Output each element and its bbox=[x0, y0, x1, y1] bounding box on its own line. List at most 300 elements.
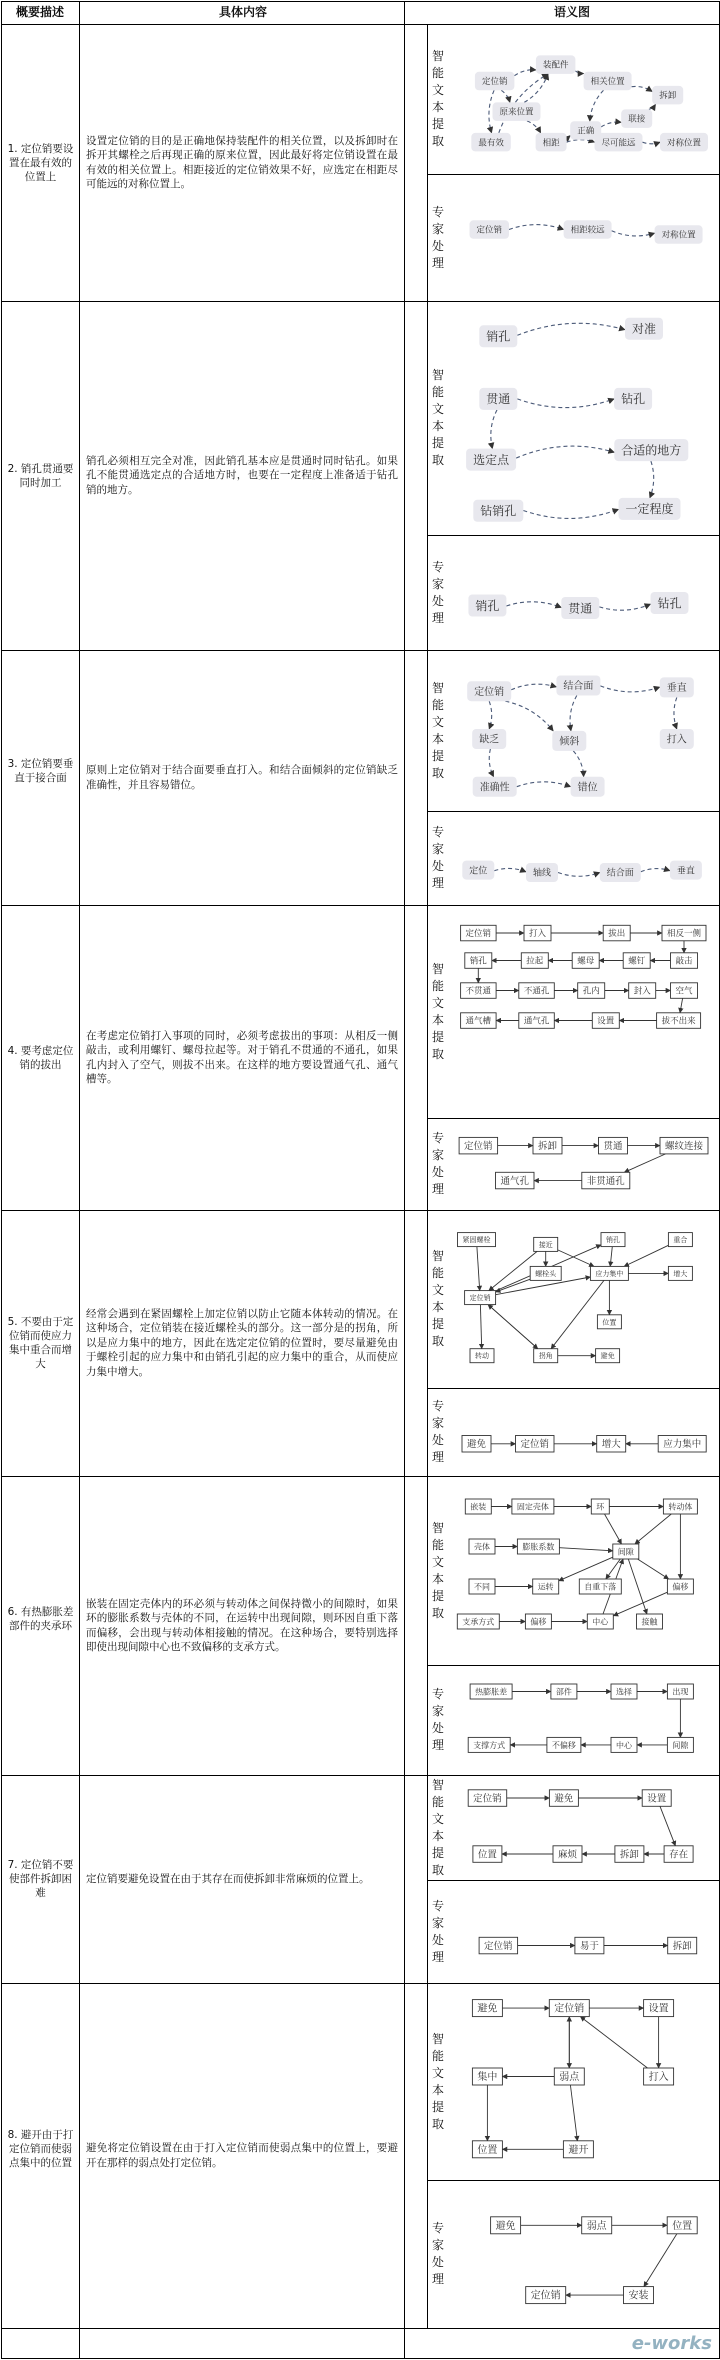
diagram-node bbox=[553, 1846, 582, 1863]
expert-diagram-8 bbox=[451, 2183, 715, 2325]
sub-row-divider bbox=[427, 535, 719, 536]
row-content: 设置定位销的目的是正确地保持装配件的相关位置，以及拆卸时在拆开其螺栓之后再现正确的原来位置，因此最好将定位销设置在最有效的相关位置上。相距接近的定位销效果不好，应选定在相距尽可能远的对称位置上。 bbox=[86, 134, 398, 190]
diagram-node-label: 膨胀系数 bbox=[522, 1542, 555, 1552]
diagram-node bbox=[470, 1684, 512, 1699]
diagram-node bbox=[668, 1233, 692, 1247]
diagram-node bbox=[462, 1436, 491, 1453]
diagram-edge bbox=[590, 90, 604, 121]
diagram-node-label: 贯通 bbox=[603, 1141, 623, 1153]
diagram-node bbox=[470, 220, 510, 239]
diagram-node-label: 避免 bbox=[495, 2220, 516, 2232]
diagram-node-label: 中心 bbox=[592, 1617, 609, 1627]
diagram-node-label: 设置 bbox=[597, 1016, 615, 1027]
diagram-node-label: 定位销 bbox=[476, 225, 502, 236]
diagram-node bbox=[660, 677, 694, 697]
diagram-node bbox=[644, 2000, 674, 2017]
expert-diagram-5 bbox=[451, 1391, 715, 1473]
diagram-node-label: 位置 bbox=[602, 1318, 617, 1327]
row-divider bbox=[1, 1983, 719, 1984]
diagram-node bbox=[614, 388, 652, 410]
diagram-node-label: 支承方式 bbox=[462, 1617, 495, 1627]
diagram-node bbox=[658, 1436, 706, 1453]
diagram-node-label: 定位销 bbox=[464, 1141, 493, 1153]
diagram-edge bbox=[480, 1305, 481, 1349]
diagram-node bbox=[457, 1614, 499, 1629]
diagram-edge bbox=[489, 749, 493, 777]
diagram-node bbox=[629, 983, 656, 999]
diagram-node-label: 位置 bbox=[477, 1849, 497, 1861]
diagram-node bbox=[467, 681, 511, 701]
diagram-node bbox=[526, 2287, 566, 2304]
expert-diagram-1 bbox=[451, 177, 715, 298]
diagram-node-label: 拐角 bbox=[538, 1352, 553, 1361]
diagram-node-label: 定位销 bbox=[473, 1793, 502, 1805]
row-content: 避免将定位销设置在由于打入定位销而使弱点集中的位置上，要避开在那样的弱点处打定位销。 bbox=[86, 2142, 398, 2169]
diagram-node-label: 接近 bbox=[538, 1241, 553, 1249]
diagram-edge bbox=[524, 74, 548, 103]
diagram-node-label: 打入 bbox=[648, 2072, 669, 2084]
diagram-node bbox=[667, 1579, 693, 1594]
diagram-node bbox=[533, 1137, 562, 1154]
diagram-node bbox=[615, 1846, 644, 1863]
diagram-node bbox=[552, 731, 586, 751]
diagram-node-label: 定位销 bbox=[520, 1439, 550, 1451]
col-line-0 bbox=[1, 1, 2, 2359]
diagram-node-label: 拆卸 bbox=[672, 1940, 692, 1952]
diagram-edge bbox=[605, 1514, 622, 1544]
diagram-node bbox=[526, 863, 558, 882]
diagram-edge bbox=[527, 121, 541, 133]
diagram-node bbox=[461, 1013, 497, 1029]
diagram-node-label: 间隙 bbox=[617, 1547, 634, 1557]
diagram-edge bbox=[606, 1559, 621, 1579]
diagram-node bbox=[591, 1499, 609, 1514]
diagram-node bbox=[651, 592, 689, 614]
diagram-edge bbox=[624, 1245, 668, 1266]
diagram-node bbox=[668, 1937, 697, 1954]
diagram-node-label: 位置 bbox=[672, 2220, 693, 2232]
diagram-node bbox=[530, 1266, 561, 1280]
diagram-node-label: 相距较远 bbox=[570, 225, 605, 236]
diagram-edge bbox=[643, 142, 661, 144]
diagram-edge bbox=[660, 1806, 675, 1846]
header-divider bbox=[1, 24, 719, 25]
diagram-node bbox=[587, 1614, 613, 1629]
smart-extraction-label: 智能文本提取 bbox=[431, 2031, 444, 2131]
row-divider bbox=[1, 2328, 719, 2329]
sub-row-divider bbox=[427, 1880, 719, 1881]
diagram-node-label: 通气孔 bbox=[500, 1176, 529, 1187]
diagram-node-label: 定位销 bbox=[465, 929, 492, 940]
diagram-node-label: 合适的地方 bbox=[621, 443, 682, 458]
diagram-edge bbox=[674, 697, 677, 729]
header-content: 具体内容 bbox=[218, 5, 267, 19]
diagram-node-label: 应力集中 bbox=[663, 1439, 702, 1451]
diagram-node bbox=[471, 133, 511, 152]
diagram-node bbox=[670, 861, 702, 880]
diagram-edge bbox=[600, 686, 659, 692]
diagram-edge bbox=[558, 1250, 594, 1267]
diagram-node bbox=[597, 1315, 621, 1329]
diagram-node-label: 运转 bbox=[537, 1582, 554, 1592]
expert-diagram-7 bbox=[451, 1883, 715, 1980]
table-border-top bbox=[1, 1, 719, 2]
watermark: e-works bbox=[631, 2333, 712, 2354]
diagram-node bbox=[473, 777, 517, 797]
smart-extraction-label: 智能文本提取 bbox=[431, 1520, 444, 1620]
diagram-edge bbox=[567, 136, 571, 137]
diagram-node bbox=[473, 500, 523, 522]
sub-row-divider bbox=[427, 174, 719, 175]
diagram-node-label: 空气 bbox=[675, 986, 693, 997]
row-divider bbox=[1, 1210, 719, 1211]
diagram-node-label: 中心 bbox=[616, 1740, 632, 1750]
diagram-node bbox=[611, 1684, 637, 1699]
diagram-node-label: 一定程度 bbox=[625, 502, 674, 517]
diagram-edge bbox=[505, 701, 553, 731]
diagram-node-label: 固定壳体 bbox=[516, 1502, 549, 1512]
diagram-node-label: 结合面 bbox=[606, 868, 634, 879]
diagram-node bbox=[596, 1349, 620, 1363]
diagram-node-label: 避开 bbox=[568, 2144, 589, 2156]
diagram-node-label: 装配件 bbox=[542, 60, 569, 71]
diagram-node bbox=[479, 1937, 517, 1954]
diagram-node bbox=[582, 1172, 630, 1189]
row-summary: 2. 销孔贯通要同时加工 bbox=[7, 462, 74, 489]
smart-diagram-3 bbox=[451, 653, 715, 808]
diagram-node-label: 集中 bbox=[477, 2072, 498, 2084]
diagram-node bbox=[519, 983, 555, 999]
diagram-node bbox=[597, 1436, 626, 1453]
diagram-node-label: 应力集中 bbox=[595, 1270, 624, 1278]
diagram-node bbox=[642, 1790, 671, 1807]
diagram-edge bbox=[628, 1559, 647, 1614]
diagram-node bbox=[663, 1499, 697, 1514]
diagram-node-label: 对称位置 bbox=[666, 138, 702, 149]
diagram-node-label: 定位销 bbox=[530, 2290, 561, 2302]
diagram-node bbox=[571, 777, 605, 797]
diagram-node bbox=[475, 72, 515, 91]
diagram-node bbox=[561, 597, 599, 619]
diagram-edge bbox=[514, 70, 536, 76]
diagram-node bbox=[536, 55, 576, 74]
diagram-node-label: 相反一侧 bbox=[666, 929, 702, 940]
diagram-node-label: 倾斜 bbox=[559, 736, 580, 748]
row-content: 原则上定位销对于结合面要垂直打入。和结合面倾斜的定位销缺乏准确性，并且容易错位。 bbox=[86, 764, 398, 791]
row-content: 定位销要避免设置在由于其存在而使拆卸非常麻烦的位置上。 bbox=[86, 1872, 370, 1885]
diagram-node bbox=[599, 1137, 628, 1154]
row-summary: 6. 有热膨胀差部件的夹承环 bbox=[7, 1605, 74, 1632]
diagram-node-label: 避免 bbox=[600, 1352, 615, 1361]
diagram-node bbox=[466, 449, 516, 471]
expert-processing-label: 专家处理 bbox=[431, 559, 444, 625]
diagram-node-label: 重合 bbox=[673, 1236, 688, 1245]
expert-processing-label: 专家处理 bbox=[431, 204, 444, 270]
diagram-edge bbox=[559, 1557, 613, 1581]
diagram-node bbox=[652, 86, 683, 105]
diagram-node bbox=[660, 729, 694, 749]
diagram-node bbox=[459, 1137, 498, 1154]
diagram-node bbox=[657, 1013, 701, 1029]
expert-processing-label: 专家处理 bbox=[431, 825, 444, 890]
row-summary: 4. 要考虑定位销的拔出 bbox=[7, 1044, 74, 1071]
diagram-node-label: 准确性 bbox=[479, 782, 510, 794]
expert-processing-label: 专家处理 bbox=[431, 1687, 444, 1752]
diagram-node bbox=[614, 439, 688, 461]
smart-diagram-4 bbox=[451, 908, 715, 1115]
diagram-node-label: 钻孔 bbox=[657, 596, 682, 611]
diagram-node-label: 定位销 bbox=[484, 1940, 513, 1952]
diagram-node bbox=[479, 325, 517, 347]
diagram-node bbox=[595, 133, 643, 152]
diagram-node bbox=[469, 1539, 495, 1554]
diagram-node bbox=[579, 1579, 621, 1594]
expert-diagram-3 bbox=[451, 814, 715, 902]
sub-row-divider bbox=[427, 1118, 719, 1119]
diagram-node bbox=[578, 983, 605, 999]
row-summary: 3. 定位销要垂直于接合面 bbox=[7, 757, 74, 784]
diagram-node-label: 易于 bbox=[579, 1940, 599, 1952]
diagram-node-label: 不通孔 bbox=[523, 986, 550, 997]
diagram-node-label: 垂直 bbox=[666, 683, 687, 694]
diagram-edge bbox=[624, 1154, 665, 1172]
diagram-node bbox=[572, 953, 599, 969]
diagram-node-label: 通气孔 bbox=[523, 1016, 550, 1027]
diagram-node-label: 定位销 bbox=[554, 2003, 585, 2015]
diagram-node bbox=[493, 102, 541, 121]
diagram-node bbox=[564, 220, 612, 239]
row-divider bbox=[1, 1476, 719, 1477]
sub-row-divider bbox=[427, 811, 719, 812]
diagram-edge bbox=[570, 696, 577, 731]
diagram-edge bbox=[575, 71, 583, 74]
diagram-node-label: 销孔 bbox=[606, 1236, 620, 1245]
header-summary: 概要描述 bbox=[15, 5, 64, 19]
diagram-node-label: 贯通 bbox=[486, 392, 511, 407]
diagram-edge bbox=[599, 604, 650, 610]
diagram-node-label: 错位 bbox=[577, 782, 598, 794]
diagram-node-label: 销孔 bbox=[486, 329, 511, 344]
diagram-edge bbox=[558, 873, 600, 877]
diagram-node-label: 螺纹连接 bbox=[664, 1141, 704, 1153]
diagram-node bbox=[660, 1137, 708, 1154]
smart-diagram-6 bbox=[451, 1479, 715, 1662]
diagram-node bbox=[547, 1737, 581, 1752]
diagram-node bbox=[623, 953, 650, 969]
diagram-node bbox=[465, 953, 492, 969]
diagram-node bbox=[465, 1291, 496, 1305]
row-content: 嵌装在固定壳体内的环必须与转动体之间保持微小的间隙时，如果环的膨胀系数与壳体的不同，在运转中出现间隙，则环因自重下落而偏移，会出现与转动体相接触的情况。在这种场合，要特别选择即使出现间隙中心也不致偏移的支承方式。 bbox=[86, 1597, 398, 1653]
row-content: 在考虑定位销打入事项的同时，必须考虑拔出的事项：从相反一侧敲击，或利用螺钉、螺母拉起等。对于销孔不贯通的不通孔，如果孔内封入了空气，则拔不出来。在这样的地方要设置通气孔、通气槽等。 bbox=[86, 1029, 398, 1085]
diagram-node bbox=[556, 676, 600, 696]
diagram-node-label: 轴线 bbox=[532, 868, 552, 879]
row-content: 销孔必须相互完全对准，因此销孔基本应是贯通时同时钻孔。如果孔不能贯通选定点的合适地方时，也要在一定程度上准备适于钻孔销的地方。 bbox=[86, 454, 398, 496]
diagram-node-label: 最有效 bbox=[478, 138, 504, 149]
diagram-node-label: 非贯通孔 bbox=[586, 1176, 625, 1187]
row-divider bbox=[1, 905, 719, 906]
diagram-node-label: 不同 bbox=[474, 1582, 490, 1592]
expert-diagram-2 bbox=[451, 538, 715, 647]
diagram-node-label: 不偏移 bbox=[551, 1740, 576, 1750]
diagram-node-label: 相关位置 bbox=[590, 77, 625, 88]
diagram-node bbox=[668, 1266, 692, 1280]
diagram-node bbox=[667, 2217, 697, 2234]
diagram-node bbox=[590, 1266, 628, 1280]
diagram-node bbox=[662, 925, 706, 941]
col-line-1 bbox=[79, 1, 80, 2359]
diagram-node bbox=[462, 861, 494, 880]
diagram-node bbox=[516, 1436, 555, 1453]
diagram-node bbox=[660, 133, 708, 152]
diagram-node bbox=[549, 1790, 578, 1807]
diagram-node-label: 不贯通 bbox=[465, 986, 492, 997]
diagram-node bbox=[468, 1790, 507, 1807]
smart-diagram-7 bbox=[451, 1778, 715, 1877]
diagram-edge bbox=[494, 868, 526, 871]
diagram-edge bbox=[610, 1247, 612, 1267]
diagram-node bbox=[461, 925, 497, 941]
diagram-node-label: 拆卸 bbox=[537, 1141, 558, 1153]
diagram-node bbox=[472, 2141, 502, 2158]
diagram-node bbox=[625, 318, 663, 340]
diagram-node bbox=[551, 1684, 577, 1699]
diagram-node-label: 嵌装 bbox=[470, 1502, 487, 1512]
diagram-node-label: 弱点 bbox=[559, 2072, 580, 2084]
diagram-edge bbox=[517, 323, 625, 335]
diagram-node-label: 定位销 bbox=[481, 77, 508, 88]
diagram-node-label: 偏移 bbox=[530, 1617, 547, 1627]
diagram-node bbox=[584, 72, 632, 91]
diagram-node-label: 封入 bbox=[633, 986, 651, 997]
diagram-node-label: 设置 bbox=[648, 2003, 669, 2015]
diagram-node-label: 拆卸 bbox=[619, 1849, 639, 1861]
diagram-node bbox=[549, 2000, 589, 2017]
diagram-node-label: 间隙 bbox=[672, 1740, 689, 1750]
diagram-node bbox=[496, 1172, 535, 1189]
diagram-node bbox=[525, 1614, 551, 1629]
row-summary: 1. 定位销要设置在最有效的位置上 bbox=[7, 142, 74, 183]
expert-processing-label: 专家处理 bbox=[431, 1898, 444, 1964]
diagram-node-label: 紧固螺栓 bbox=[462, 1236, 491, 1245]
diagram-edge bbox=[517, 782, 571, 787]
diagram-edge bbox=[680, 998, 683, 1013]
diagram-node-label: 转动 bbox=[475, 1352, 489, 1361]
diagram-node-label: 敲击 bbox=[675, 956, 693, 967]
diagram-node-label: 孔内 bbox=[582, 986, 600, 997]
row-divider bbox=[1, 1775, 719, 1776]
diagram-node-label: 拔出 bbox=[608, 929, 626, 940]
diagram-edge bbox=[501, 90, 510, 102]
diagram-node bbox=[533, 1579, 559, 1594]
diagram-node-label: 垂直 bbox=[676, 866, 695, 877]
diagram-node-label: 钻孔 bbox=[621, 392, 646, 407]
diagram-node bbox=[554, 2068, 584, 2085]
diagram-edge bbox=[511, 684, 556, 690]
expert-processing-label: 专家处理 bbox=[431, 2221, 444, 2286]
row-summary: 5. 不要由于定位销而使应力集中重合而增大 bbox=[7, 1316, 74, 1370]
diagram-node-label: 结合面 bbox=[563, 681, 594, 693]
diagram-node bbox=[671, 983, 698, 999]
diagram-node bbox=[624, 2287, 654, 2304]
diagram-node-label: 自重下落 bbox=[584, 1582, 617, 1592]
diagram-edge bbox=[491, 410, 497, 449]
diagram-node-label: 偏移 bbox=[672, 1582, 689, 1592]
diagram-node-label: 拔不出来 bbox=[661, 1016, 696, 1027]
diagram-node-label: 出现 bbox=[672, 1687, 689, 1697]
diagram-node bbox=[517, 1539, 559, 1554]
diagram-node bbox=[521, 953, 548, 969]
expert-processing-label: 专家处理 bbox=[431, 1131, 444, 1196]
diagram-node-label: 位置 bbox=[477, 2144, 498, 2156]
row-summary: 8. 避开由于打定位销而使弱点集中的位置 bbox=[7, 2128, 74, 2169]
diagram-node bbox=[563, 2141, 593, 2158]
diagram-node-label: 选定点 bbox=[473, 452, 510, 467]
row-content: 经常会遇到在紧固螺栓上加定位销以防止它随本体转动的情况。在这种场合，定位销装在接近螺栓头的部分。这一部分是的拐角，所以是应力集中的地方，因此在选定定位销的位置时，要尽量避免由于螺栓引起的应力集中和由销孔引起的应力集中的重合，从而使应力集中增大。 bbox=[86, 1307, 398, 1378]
diagram-node-label: 拉起 bbox=[526, 956, 544, 967]
diagram-node bbox=[461, 983, 497, 999]
diagram-node-label: 打入 bbox=[666, 734, 687, 746]
diagram-node bbox=[671, 953, 698, 969]
diagram-node bbox=[667, 1684, 693, 1699]
diagram-edge bbox=[477, 1247, 480, 1291]
diagram-node bbox=[664, 1846, 693, 1863]
diagram-node-label: 对准 bbox=[631, 322, 657, 336]
diagram-node bbox=[536, 133, 567, 152]
diagram-node bbox=[644, 2068, 674, 2085]
diagram-node bbox=[613, 1544, 639, 1559]
diagram-edge bbox=[580, 2017, 647, 2068]
smart-extraction-label: 智能文本提取 bbox=[431, 680, 444, 780]
diagram-node-label: 设置 bbox=[647, 1793, 667, 1805]
smart-diagram-8 bbox=[451, 1986, 715, 2177]
diagram-node-label: 原来位置 bbox=[499, 107, 534, 118]
diagram-node bbox=[582, 2217, 612, 2234]
diagram-node-label: 转动体 bbox=[668, 1502, 693, 1512]
diagram-node-label: 定位销 bbox=[474, 686, 505, 698]
diagram-node-label: 螺钉 bbox=[628, 956, 646, 967]
diagram-node-label: 正确 bbox=[577, 126, 595, 137]
diagram-node-label: 拆卸 bbox=[659, 91, 677, 102]
diagram-node-label: 缺乏 bbox=[479, 734, 500, 746]
expert-diagram-4 bbox=[451, 1121, 715, 1207]
diagram-node-label: 增大 bbox=[673, 1270, 688, 1278]
diagram-node bbox=[469, 1579, 495, 1594]
col-line-2 bbox=[404, 1, 405, 2359]
diagram-edge bbox=[551, 1280, 604, 1348]
diagram-edge bbox=[649, 104, 656, 109]
sub-row-divider bbox=[427, 1665, 719, 1666]
diagram-node-label: 避免 bbox=[477, 2003, 498, 2015]
expert-processing-label: 专家处理 bbox=[431, 1399, 444, 1464]
diagram-node bbox=[472, 2068, 502, 2085]
diagram-node-label: 打入 bbox=[528, 929, 547, 940]
smart-extraction-label: 智能文本提取 bbox=[431, 1777, 444, 1877]
diagram-node bbox=[468, 595, 506, 617]
sub-row-divider bbox=[427, 2180, 719, 2181]
row-summary: 7. 定位销不要使部件拆卸困难 bbox=[7, 1859, 74, 1899]
diagram-node bbox=[637, 1614, 663, 1629]
diagram-node bbox=[534, 1349, 558, 1363]
smart-diagram-2 bbox=[451, 304, 715, 532]
diagram-node-label: 弱点 bbox=[586, 2220, 607, 2232]
diagram-node-label: 定位销 bbox=[469, 1294, 491, 1303]
diagram-edge bbox=[517, 399, 614, 408]
diagram-node bbox=[512, 1499, 554, 1514]
diagram-edge bbox=[644, 2234, 677, 2287]
diagram-node-label: 存在 bbox=[669, 1849, 689, 1861]
diagram-edge bbox=[635, 1514, 671, 1544]
diagram-node-label: 支撑方式 bbox=[473, 1740, 506, 1750]
